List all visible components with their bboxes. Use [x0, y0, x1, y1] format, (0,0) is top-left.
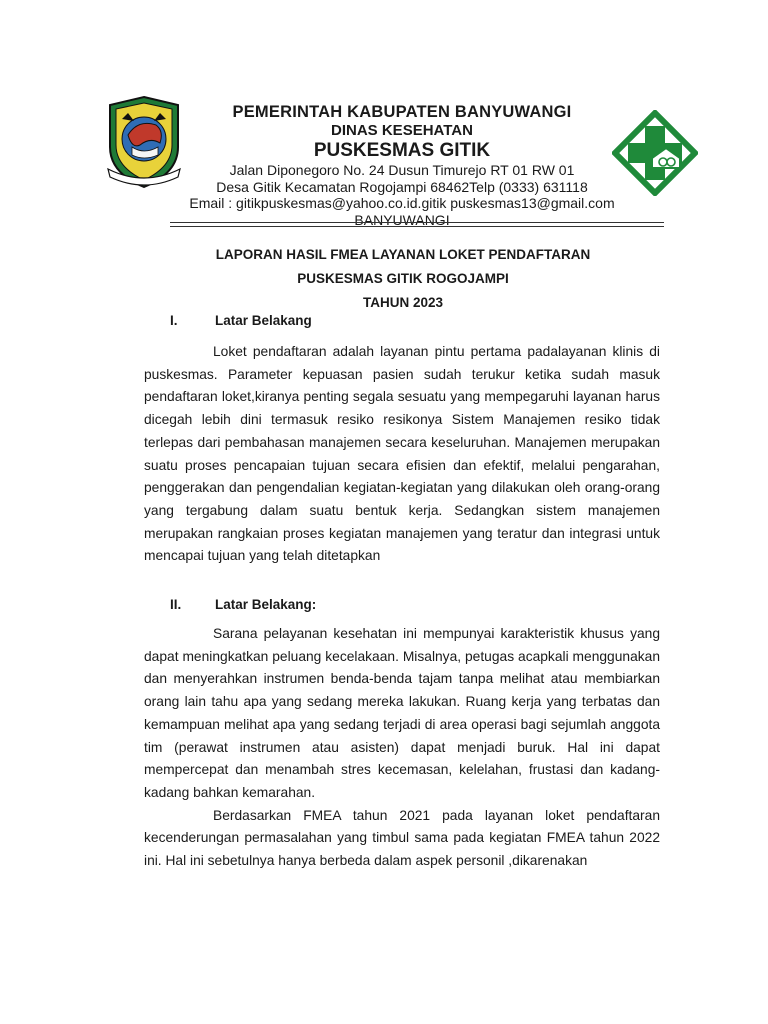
- section-body-2: [144, 623, 660, 873]
- letterhead: [168, 102, 636, 228]
- section-body-1: [144, 341, 660, 568]
- email-line: Email : gitikpuskesmas@yahoo.co.id.gitik puskesmas13@gmail.com: [189, 195, 615, 211]
- address-line-1: Jalan Diponegoro No. 24 Dusun Timurejo RT 01 RW 01: [229, 162, 575, 178]
- section-title: Latar Belakang: [215, 313, 312, 328]
- section-heading-1: [170, 313, 312, 328]
- report-title: [144, 243, 662, 315]
- letterhead-divider-top: [170, 222, 664, 223]
- letterhead-divider-bottom: [170, 226, 664, 227]
- paragraph: Berdasarkan FMEA tahun 2021 pada layanan loket pendaftaran kecenderungan permasalahan yang timbul sama pada kegiatan FMEA tahun 2022 ini. Hal ini sebetulnya hanya berbeda dalam aspek personil ,dikarenakan: [144, 807, 660, 869]
- paragraph: Loket pendaftaran adalah layanan pintu pertama padalayanan klinis di puskesmas. Parameter kepuasan pasien sudah terukur ketika sudah masuk pendaftaran loket,kiranya penting segala sesuatu yang mempegaruhi layanan harus dicegah lebih dini termasuk resiko resikonya Sistem Manajemen resiko tidak terlepas dari pembahasan manajemen secara keseluruhan. Manajemen merupakan suatu proses pencapaian tujuan secara efisien dan efektif, melalui pengarahan, penggerakan dan pengendalian kegiatan-kegiatan yang dilakukan oleh orang-orang yang tergabung dalam suatu bentuk kerja. Sedangkan sistem manajemen merupakan rangkaian proses kegiatan manajemen yang teratur dan integrasi untuk mencapai tujuan yang telah ditetapkan: [144, 344, 660, 564]
- report-title-line-1: LAPORAN HASIL FMEA LAYANAN LOKET PENDAFTARAN: [215, 247, 591, 262]
- report-title-line-3: TAHUN 2023: [362, 295, 444, 310]
- paragraph: Sarana pelayanan kesehatan ini mempunyai karakteristik khusus yang dapat meningkatkan peluang kecelakaan. Misalnya, petugas acapkali menggunakan dan menyerahkan instrumen benda-benda tajam tanpa melihat atau membiarkan orang lain tahu apa yang sedang mereka lakukan. Ruang kerja yang terbatas dan kemampuan melihat apa yang sedang terjadi di area operasi bagi sejumlah anggota tim (perawat instrumen atau asisten) dapat menjadi buruk. Hal ini dapat mempercepat dan menambah stres kecemasan, kelelahan, frustasi dan kadang-kadang bahkan kemarahan.: [144, 626, 660, 800]
- section-number: II.: [170, 597, 182, 612]
- report-title-line-2: PUSKESMAS GITIK ROGOJAMPI: [297, 271, 509, 286]
- government-name: PEMERINTAH KABUPATEN BANYUWANGI: [232, 103, 572, 121]
- section-number: I.: [170, 313, 178, 328]
- section-heading-2: [170, 597, 316, 612]
- address-line-2: Desa Gitik Kecamatan Rogojampi 68462Telp (0333) 631118: [216, 178, 588, 195]
- section-title: Latar Belakang:: [215, 597, 317, 612]
- city-name: BANYUWANGI: [354, 211, 450, 228]
- department-name: DINAS KESEHATAN: [331, 122, 473, 139]
- institution-name: PUSKESMAS GITIK: [313, 140, 491, 161]
